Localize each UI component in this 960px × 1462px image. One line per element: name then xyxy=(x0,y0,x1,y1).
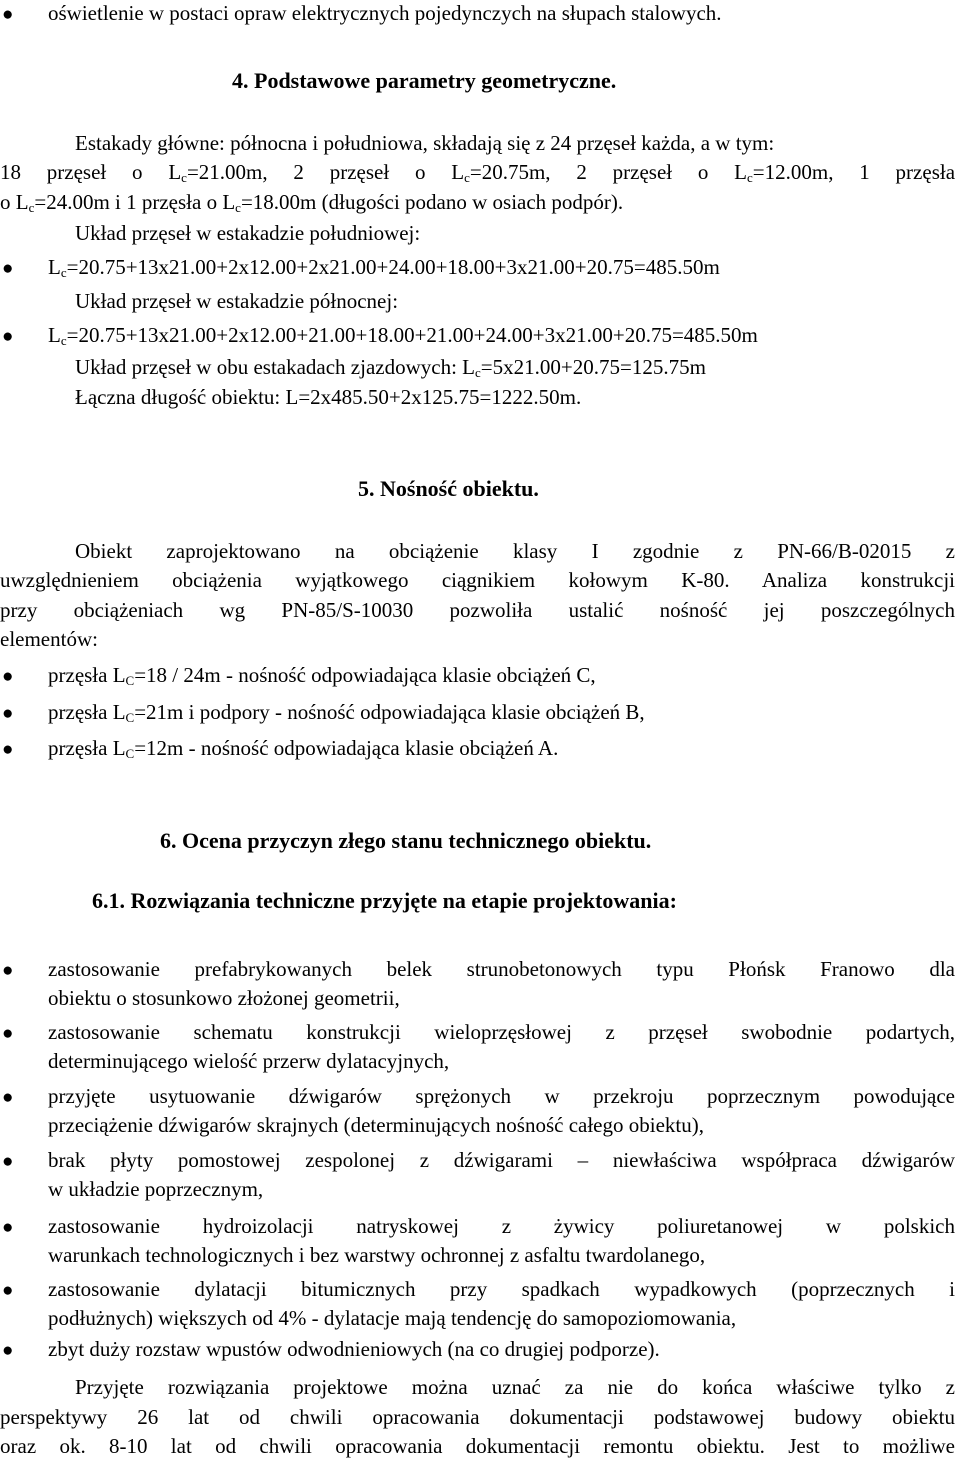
bullet-icon: ● xyxy=(2,1340,14,1361)
section-4-heading: 4. Podstawowe parametry geometryczne. xyxy=(232,68,617,93)
capacity-bullet-3: przęsła $L_C=12m$ - nośność odpowiadająca klasie obciążeń A. xyxy=(48,736,559,761)
capacity-bullet-1: przęsła $L_C=18 / 24m$ - nośność odpowiadająca klasie obciążeń C, xyxy=(48,663,596,688)
capacity-bullet-2: przęsła $L_C=21m$ i podpory - nośność odpowiadająca klasie obciążeń B, xyxy=(48,700,645,725)
bullet-icon: ● xyxy=(2,1151,14,1172)
design-bullet-2-line-1: zastosowanie schematu konstrukcji wieloprzęsłowej z przęseł swobodnie podartych, xyxy=(48,1020,955,1044)
design-bullet-2-line-2: determinującego wielość przerw dylatacyjnych, xyxy=(48,1049,450,1073)
section-5-paragraph-line-2: uwzględnieniem obciążenia wyjątkowego ciągnikiem kołowym K-80. Analiza konstrukcji xyxy=(0,568,955,592)
section-6-1-heading: 6.1. Rozwiązania techniczne przyjęte na etapie projektowania: xyxy=(92,888,677,913)
design-bullet-6-line-2: podłużnych) większych od 4% - dylatacje mają tendencję do samopoziomowania, xyxy=(48,1306,737,1330)
north-overpass-formula: $L_c=20.75+13x21.00+2x12.00+21.00+18.00+21.00+24.00+3x21.00+20.75=485.50m$ xyxy=(48,323,758,348)
closing-paragraph-line-2: perspektywy 26 lat od chwili opracowania dokumentacji podstawowej budowy obiektu xyxy=(0,1405,955,1429)
north-overpass-label: Układ przęseł w estakadzie północnej: xyxy=(75,289,399,313)
design-bullet-7: zbyt duży rozstaw wpustów odwodnieniowych (na co drugiej podporze). xyxy=(48,1337,660,1361)
design-bullet-1-line-1: zastosowanie prefabrykowanych belek strunobetonowych typu Płońsk Franowo dla xyxy=(48,957,955,981)
design-bullet-3-line-1: przyjęte usytuowanie dźwigarów sprężonych w przekroju poprzecznym powodujące xyxy=(48,1084,955,1108)
section-4-paragraph-line-1: Estakady główne: północna i południowa, składają się z 24 przęseł każda, a w tym: xyxy=(75,131,775,155)
intro-bullet-text: oświetlenie w postaci opraw elektrycznych pojedynczych na słupach stalowych. xyxy=(48,1,722,25)
design-bullet-5-line-2: warunkach technologicznych i bez warstwy ochronnej z asfaltu twardolanego, xyxy=(48,1243,706,1267)
section-6-heading: 6. Ocena przyczyn złego stanu technicznego obiektu. xyxy=(160,828,652,853)
design-bullet-3-line-2: przeciążenie dźwigarów skrajnych (determinujących nośność całego obiektu), xyxy=(48,1113,704,1137)
bullet-icon: ● xyxy=(2,703,14,724)
design-bullet-5-line-1: zastosowanie hydroizolacji natryskowej z żywicy poliuretanowej w polskich xyxy=(48,1214,955,1238)
section-5-paragraph-line-1: Obiekt zaprojektowano na obciążenie klasy I zgodnie z PN-66/B-02015 z xyxy=(75,539,955,563)
section-5-paragraph-line-3: przy obciążeniach wg PN-85/S-10030 pozwoliła ustalić nośność jej poszczególnych xyxy=(0,598,955,622)
bullet-icon: ● xyxy=(2,960,14,981)
bullet-icon: ● xyxy=(2,739,14,760)
closing-paragraph-line-1: Przyjęte rozwiązania projektowe można uznać za nie do końca właściwe tylko z xyxy=(75,1375,955,1399)
bullet-icon: ● xyxy=(2,4,14,25)
bullet-icon: ● xyxy=(2,1023,14,1044)
section-4-paragraph-line-2: 18 przęseł o $L_c=21.00m$, 2 przęseł o $L_c=20.75m$, 2 przęseł o $L_c=12.00m$, 1 przęsła xyxy=(0,160,956,185)
bullet-icon: ● xyxy=(2,1217,14,1238)
bullet-icon: ● xyxy=(2,326,14,347)
south-overpass-formula: $L_c=20.75+13x21.00+2x12.00+2x21.00+24.00+18.00+3x21.00+20.75=485.50m$ xyxy=(48,255,720,280)
design-bullet-4-line-1: brak płyty pomostowej zespolonej z dźwigarami – niewłaściwa współpraca dźwigarów xyxy=(48,1148,955,1172)
section-5-paragraph-line-4: elementów: xyxy=(0,627,98,651)
south-overpass-label: Układ przęseł w estakadzie południowej: xyxy=(75,221,421,245)
bullet-icon: ● xyxy=(2,258,14,279)
section-5-heading: 5. Nośność obiektu. xyxy=(358,476,539,501)
bullet-icon: ● xyxy=(2,1280,14,1301)
total-length-line: Łączna długość obiektu: L=2x485.50+2x125.75=1222.50m. xyxy=(75,385,582,409)
design-bullet-1-line-2: obiektu o stosunkowo złożonej geometrii, xyxy=(48,986,400,1010)
section-4-paragraph-line-3: o $L_c=24.00m$ i 1 przęsła o $L_c=18.00m$ (długości podano w osiach podpór). xyxy=(0,190,624,215)
design-bullet-4-line-2: w układzie poprzecznym, xyxy=(48,1177,264,1201)
design-bullet-6-line-1: zastosowanie dylatacji bitumicznych przy spadkach wypadkowych (poprzecznych i xyxy=(48,1277,955,1301)
bullet-icon: ● xyxy=(2,1087,14,1108)
bullet-icon: ● xyxy=(2,666,14,687)
closing-paragraph-line-3: oraz ok. 8-10 lat od chwili opracowania dokumentacji remontu obiektu. Jest to możliwe xyxy=(0,1434,955,1458)
ramp-spans-line: Układ przęseł w obu estakadach zjazdowych: $L_c=5x21.00+20.75=125.75m$ xyxy=(75,355,706,380)
